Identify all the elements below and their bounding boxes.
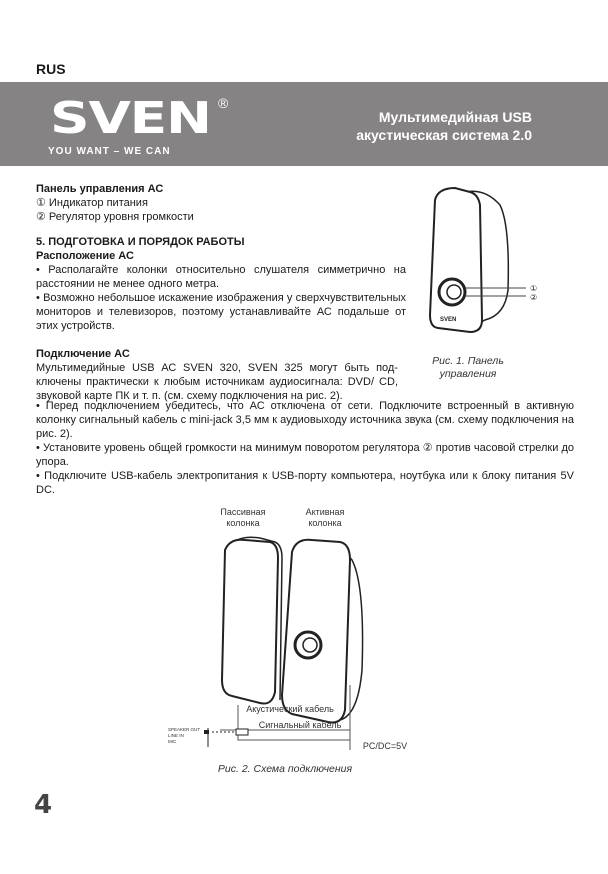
paragraph: • Возможно небольшое искажение изображения у сверхчувствительных мониторов и телевизоров, поэтому устанавливайте АС подальше от этих устройств. xyxy=(36,292,406,332)
port-mic: MIC xyxy=(168,739,177,744)
panel-section xyxy=(36,182,406,403)
language-label: RUS xyxy=(36,61,66,77)
subsection-heading: Подключение АС xyxy=(36,348,130,360)
panel-item: ② Регулятор уровня громкости xyxy=(36,211,194,223)
port-line-in: LINE IN xyxy=(168,733,184,738)
subsection-heading: Расположение АС xyxy=(36,250,134,262)
mini-jack-drawing xyxy=(160,725,250,749)
panel-heading: Панель управления АС xyxy=(36,183,164,195)
port-speaker-out: SPEAKER OUT xyxy=(168,727,201,732)
registered-mark: ® xyxy=(218,95,229,111)
page-number: 4 xyxy=(34,790,53,820)
figure1-caption: Рис. 1. Панель управления xyxy=(432,355,504,380)
paragraph: • Располагайте колонки относительно слушателя симметрично на расстоянии не менее одного метра. xyxy=(36,264,406,290)
figure2-caption: Рис. 2. Схема подключения xyxy=(217,763,353,775)
acoustic-cable-label: Акустический кабель xyxy=(246,704,334,714)
product-title xyxy=(356,108,532,144)
active-speaker-label: Активная колонка xyxy=(305,507,345,528)
sven-logo: SVEN xyxy=(50,93,211,144)
signal-cable-label: Сигнальный кабель xyxy=(258,720,342,730)
slogan: YOU WANT – WE CAN xyxy=(48,146,171,157)
callout-2: ② xyxy=(530,293,538,302)
paragraph: Мультимедийные USB АС SVEN 320, SVEN 325 могут быть подключены практически к любым источникам аудиосигнала: DVD/ CD, звуковой карте ПК и т. п. (см. схему подключения на рис. 2). xyxy=(36,362,398,402)
panel-item: ① Индикатор питания xyxy=(36,197,148,209)
paragraph: • Подключите USB-кабель электропитания к USB-порту компьютера, ноутбука или к блоку питания 5V DC. xyxy=(36,470,574,496)
section-heading: 5. ПОДГОТОВКА И ПОРЯДОК РАБОТЫ xyxy=(36,236,245,248)
speaker-logo: SVEN xyxy=(440,317,457,323)
figure2-connection-diagram xyxy=(160,530,420,750)
paragraph: • Установите уровень общей громкости на минимум поворотом регулятора ② против часовой стрелки до упора. xyxy=(36,442,574,468)
passive-speaker-label: Пассивная колонка xyxy=(220,507,266,528)
callout-1: ① xyxy=(530,284,538,293)
title-line: Мультимедийная USB xyxy=(378,109,532,125)
paragraph: • Перед подключением убедитесь, что АС отключена от сети. Подключите встроенный в активную колонку сигнальный кабель с mini-jack 3,5 мм к аудиовыходу источника звука (см. схему подключения на рис. 2). xyxy=(36,400,574,440)
figure1-speaker-drawing xyxy=(410,180,540,350)
power-label: PC/DC=5V xyxy=(362,741,408,751)
connection-steps xyxy=(36,399,574,497)
title-line: акустическая система 2.0 xyxy=(356,127,532,143)
